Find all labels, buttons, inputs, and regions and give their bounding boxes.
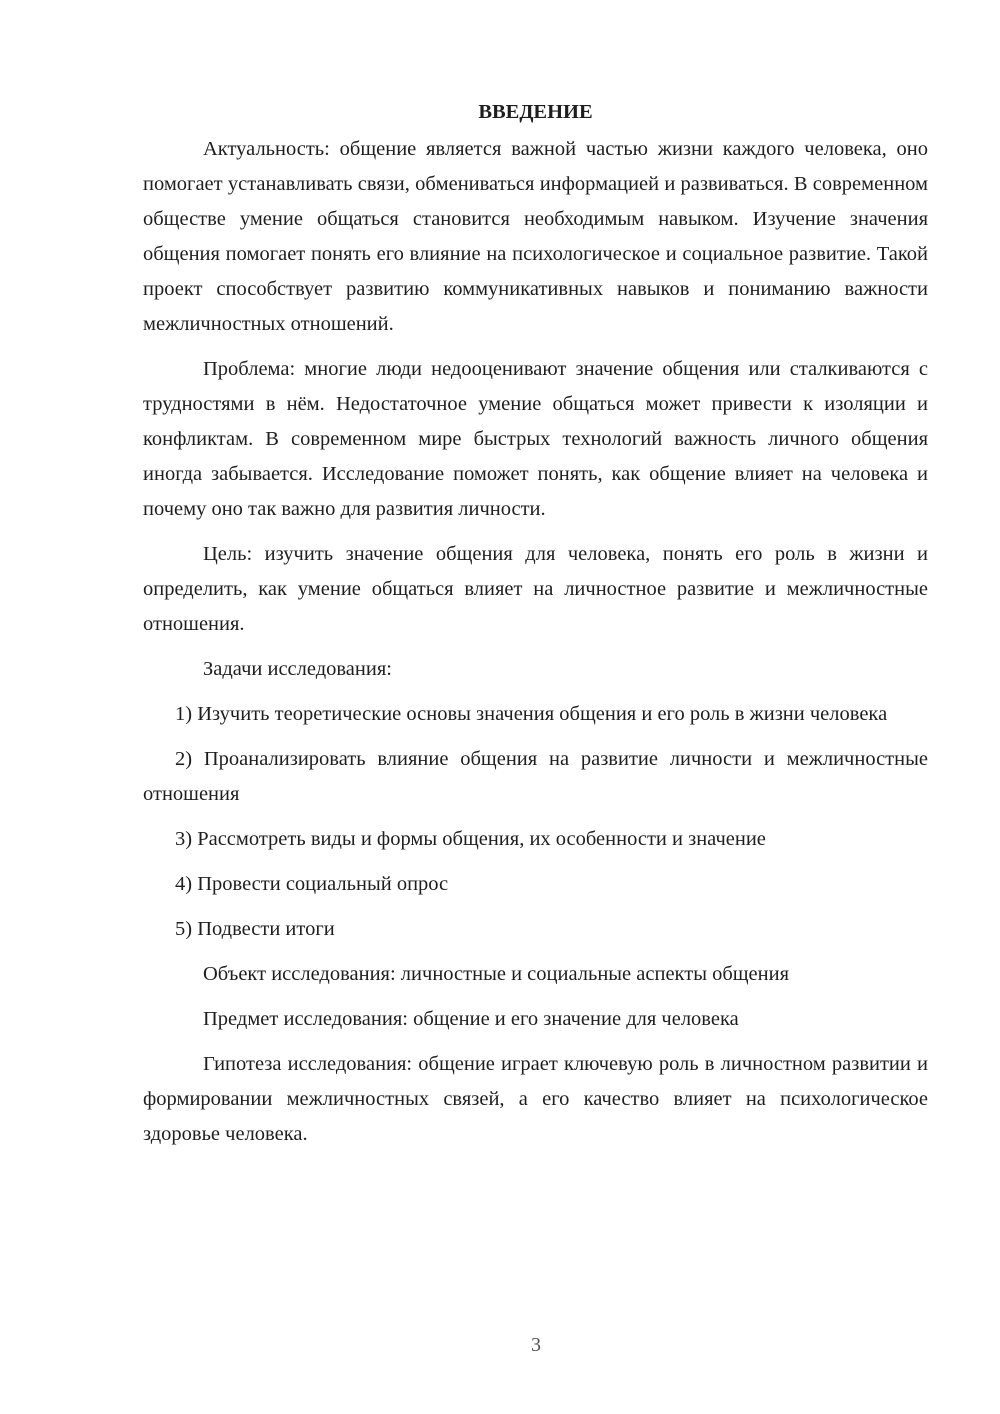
page-title: ВВЕДЕНИЕ bbox=[478, 101, 593, 123]
page-number: 3 bbox=[531, 1334, 541, 1356]
task-item-3: 3) Рассмотреть виды и формы общения, их особенности и значение bbox=[175, 828, 766, 850]
task-item-4: 4) Провести социальный опрос bbox=[175, 873, 449, 895]
task-item-2: 2) Проанализировать влияние общения на развитие личности и межличностные отношения bbox=[143, 748, 928, 805]
task-item-1: 1) Изучить теоретические основы значения общения и его роль в жизни человека bbox=[175, 703, 888, 725]
document-page bbox=[143, 96, 928, 1152]
research-object: Объект исследования: личностные и социальные аспекты общения bbox=[203, 963, 790, 985]
task-item-5: 5) Подвести итоги bbox=[175, 918, 335, 940]
relevance-paragraph: Актуальность: общение является важной частью жизни каждого человека, оно помогает устанавливать связи, обмениваться информацией и развиваться. В современном обществе умение общаться становится необходимым навыком. Изучение значения общения помогает понять его влияние на психологическое и социальное развитие. Такой проект способствует развитию коммуникативных навыков и пониманию важности межличностных отношений. bbox=[143, 138, 928, 335]
tasks-heading: Задачи исследования: bbox=[203, 658, 392, 680]
research-subject: Предмет исследования: общение и его значение для человека bbox=[203, 1008, 739, 1030]
goal-paragraph: Цель: изучить значение общения для человека, понять его роль в жизни и определить, как умение общаться влияет на личностное развитие и межличностные отношения. bbox=[143, 543, 928, 635]
hypothesis-paragraph: Гипотеза исследования: общение играет ключевую роль в личностном развитии и формировании межличностных связей, а его качество влияет на психологическое здоровье человека. bbox=[143, 1053, 928, 1145]
problem-paragraph: Проблема: многие люди недооценивают значение общения или сталкиваются с трудностями в нём. Недостаточное умение общаться может привести к изоляции и конфликтам. В современном мире быстрых технологий важность личного общения иногда забывается. Исследование поможет понять, как общение влияет на человека и почему оно так важно для развития личности. bbox=[143, 358, 928, 520]
